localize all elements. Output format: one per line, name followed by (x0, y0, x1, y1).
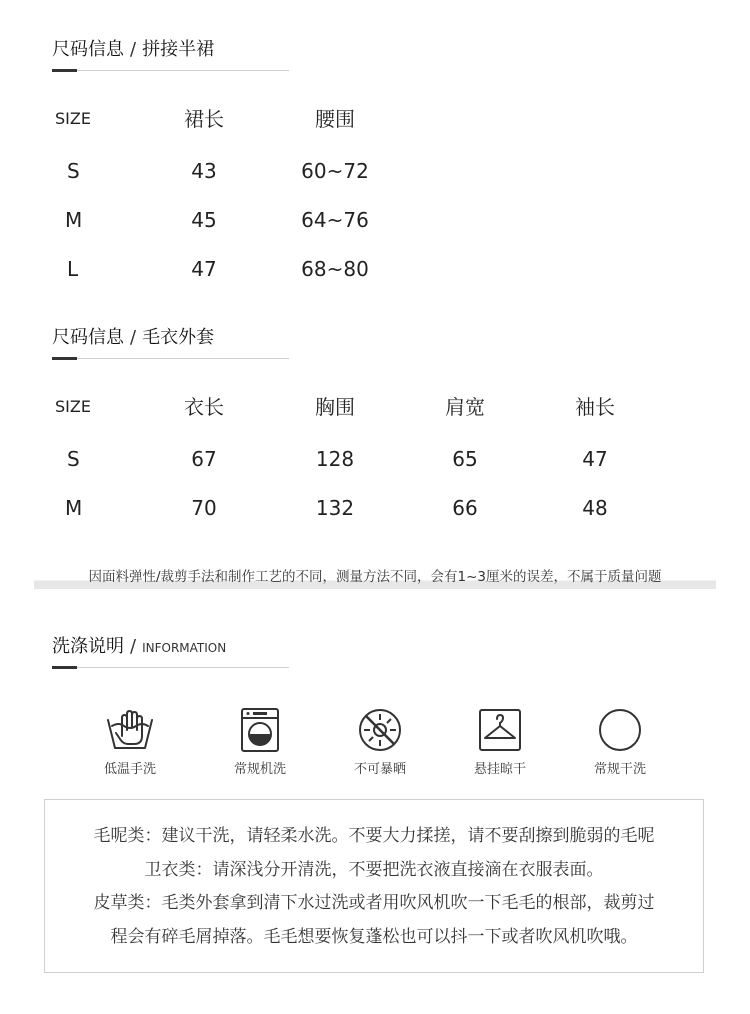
table-cell: 67 (191, 447, 217, 471)
instruction-line: 皮草类：毛类外套拿到清下水过洗或者用吹风机吹一下毛毛的根部，裁剪过 (93, 893, 655, 913)
care-label: 不可暴晒 (353, 762, 406, 777)
instruction-line: 卫衣类：请深浅分开清洗，不要把洗衣液直接滴在衣服表面。 (144, 859, 604, 880)
instruction-line: 程会有碎毛屑掉落。毛毛想要恢复蓬松也可以抖一下或者吹风机吹哦。 (110, 926, 638, 947)
sweater-subtitle: 毛衣外套 (142, 327, 215, 348)
header-cell: 裙长 (184, 107, 224, 131)
title-accent-bar (52, 69, 77, 72)
table-cell: 70 (191, 496, 217, 520)
table-header-row (0, 104, 750, 134)
table-cell: 60~72 (301, 159, 369, 183)
skirt-title: 尺码信息 (52, 39, 124, 60)
title-accent-bar (52, 357, 77, 360)
header-cell: 衣长 (184, 395, 224, 419)
sweater-section-title: 尺码信息 / 毛衣外套 (52, 326, 289, 359)
table-row (0, 493, 750, 523)
header-cell: 肩宽 (445, 395, 485, 419)
skirt-subtitle: 拼接半裙 (142, 39, 215, 60)
table-header-row (0, 392, 750, 422)
washing-machine-icon (236, 706, 284, 754)
table-cell: 47 (582, 447, 608, 471)
care-item-dry-clean (560, 706, 680, 777)
table-cell: L (67, 257, 79, 281)
table-row (0, 444, 750, 474)
table-row (0, 156, 750, 186)
care-item-no-sun (320, 706, 440, 777)
skirt-section-title: 尺码信息 / 拼接半裙 (52, 38, 289, 71)
care-item-machine-wash (200, 706, 320, 777)
measurement-note: 因面料弹性/裁剪手法和制作工艺的不同，测量方法不同，会有1~3厘米的误差，不属于质量问题 (88, 569, 662, 585)
header-cell: 袖长 (575, 395, 615, 419)
table-cell: M (65, 496, 83, 520)
table-cell: 45 (191, 208, 217, 232)
table-cell: 64~76 (301, 208, 369, 232)
care-label: 常规机洗 (233, 762, 286, 777)
table-cell: 65 (452, 447, 478, 471)
table-cell: 68~80 (301, 257, 369, 281)
table-cell: M (65, 208, 83, 232)
washing-subtitle: INFORMATION (142, 641, 227, 655)
table-cell: 132 (315, 496, 355, 520)
header-cell: SIZE (55, 109, 91, 128)
header-cell: SIZE (55, 397, 91, 416)
table-cell: 128 (315, 447, 355, 471)
care-item-hang-dry (440, 706, 560, 777)
care-label: 悬挂晾干 (473, 762, 526, 777)
instruction-line: 毛呢类：建议干洗，请轻柔水洗。不要大力揉搓，请不要刮擦到脆弱的毛呢 (93, 826, 655, 846)
table-cell: 66 (452, 496, 478, 520)
table-cell: 47 (191, 257, 217, 281)
table-row (0, 254, 750, 284)
sweater-title: 尺码信息 (52, 327, 124, 348)
table-row (0, 205, 750, 235)
header-cell: 腰围 (315, 107, 355, 131)
no-sun-icon (356, 706, 404, 754)
hand-wash-icon (106, 706, 154, 754)
header-cell: 胸围 (315, 395, 355, 419)
table-cell: 43 (191, 159, 217, 183)
dry-clean-icon (596, 706, 644, 754)
care-instructions-box (44, 799, 704, 973)
table-cell: S (67, 159, 80, 183)
washing-title: 洗涤说明 (52, 636, 124, 657)
care-label: 低温手洗 (103, 762, 156, 777)
hang-dry-icon (476, 706, 524, 754)
table-cell: S (67, 447, 80, 471)
care-label: 常规干洗 (593, 762, 646, 777)
washing-section-title: 洗涤说明 / INFORMATION (52, 635, 289, 668)
title-accent-bar (52, 666, 77, 669)
care-item-hand-wash (70, 706, 190, 777)
table-cell: 48 (582, 496, 608, 520)
